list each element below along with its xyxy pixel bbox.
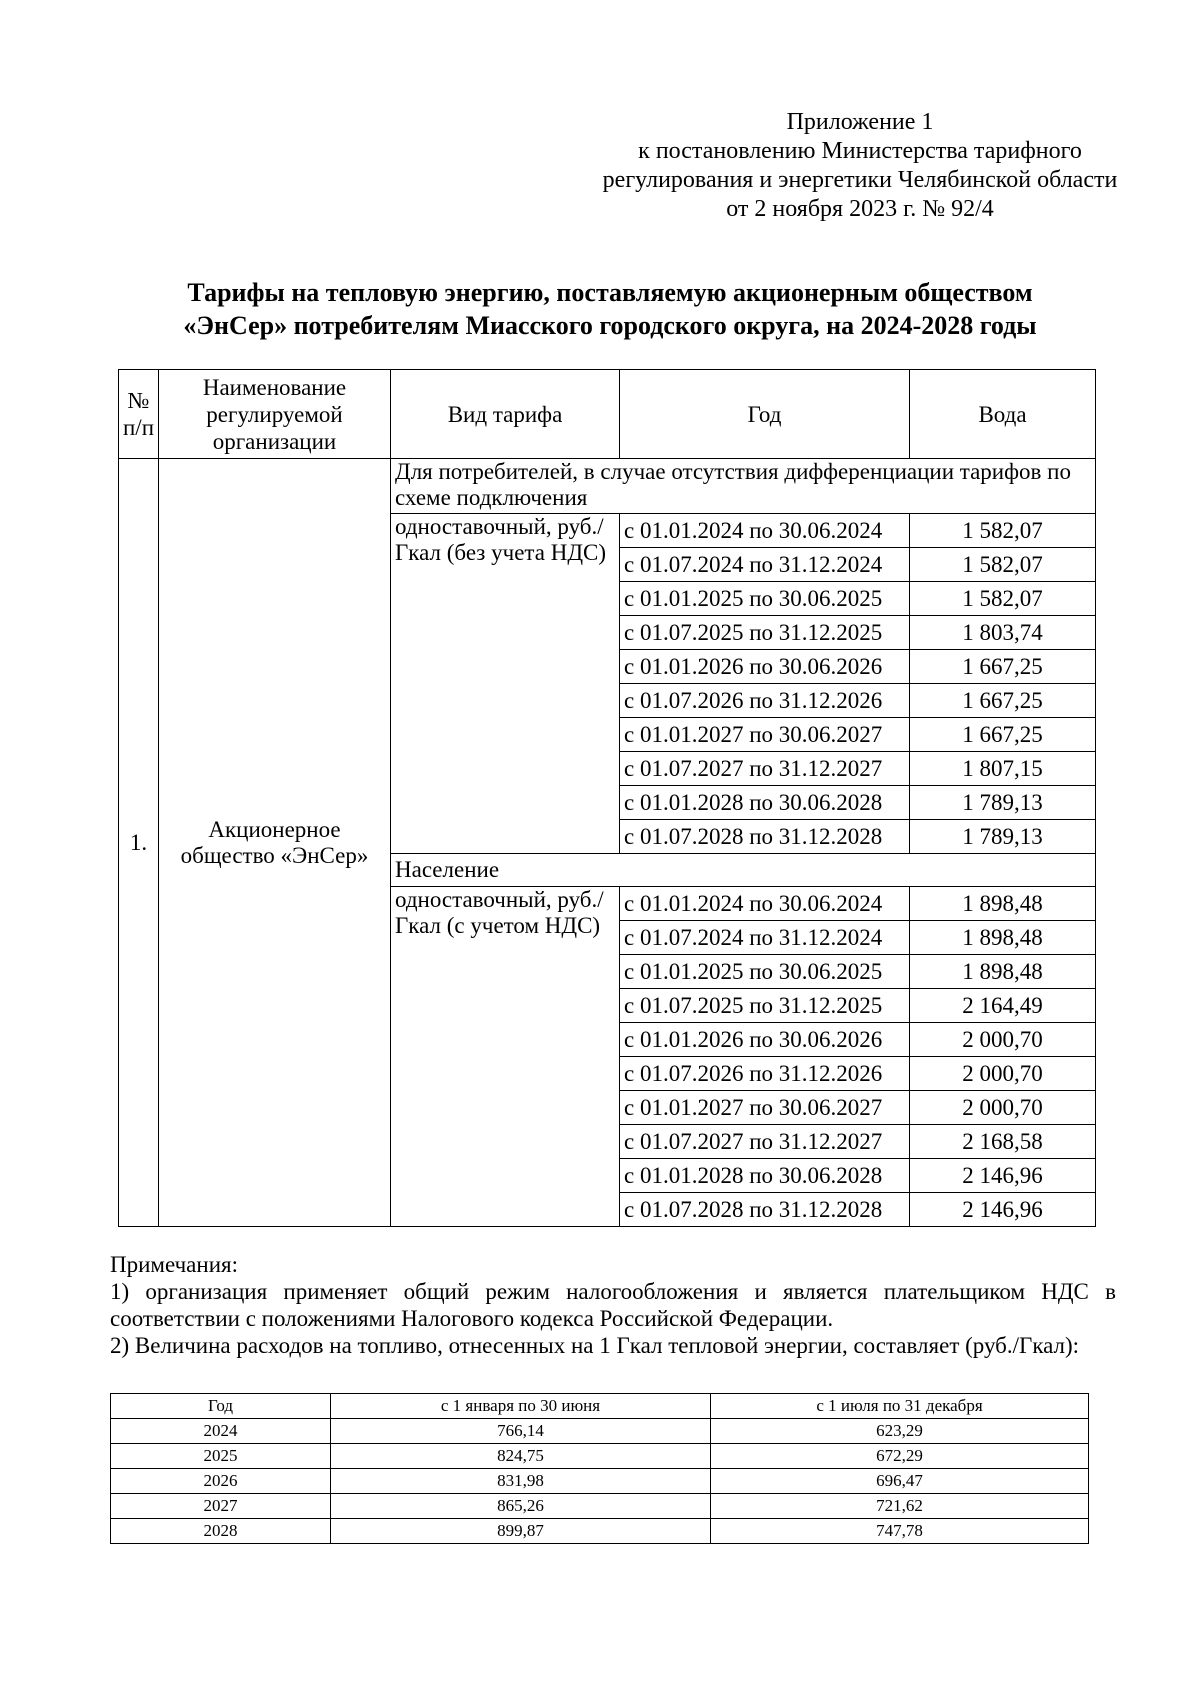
fuel-year-cell: 2025	[111, 1444, 331, 1469]
row-number: 1.	[119, 459, 159, 1227]
appendix-line: к постановлению Министерства тарифного	[638, 138, 1082, 164]
fuel-h2-cell: 672,29	[711, 1444, 1089, 1469]
period-cell: с 01.07.2028 по 31.12.2028	[620, 820, 910, 854]
group2-title: Население	[391, 854, 1096, 887]
fuel-h1-cell: 865,26	[331, 1494, 711, 1519]
value-cell: 1 898,48	[910, 887, 1096, 921]
tariff-table-header	[119, 370, 1096, 459]
value-cell: 2 000,70	[910, 1057, 1096, 1091]
group1-tariff-type: одноставочный, руб./Гкал (без учета НДС)	[391, 514, 620, 854]
value-cell: 1 898,48	[910, 921, 1096, 955]
fuel-table-header	[111, 1394, 1089, 1419]
value-cell: 1 582,07	[910, 582, 1096, 616]
value-cell: 1 667,25	[910, 718, 1096, 752]
header-year: Год	[620, 370, 910, 459]
value-cell: 2 146,96	[910, 1159, 1096, 1193]
fuel-h1-cell: 831,98	[331, 1469, 711, 1494]
fuel-year-cell: 2028	[111, 1519, 331, 1544]
notes-block	[110, 1251, 1116, 1359]
value-cell: 2 000,70	[910, 1023, 1096, 1057]
period-cell: с 01.01.2027 по 30.06.2027	[620, 718, 910, 752]
document-title	[110, 276, 1110, 342]
header-tariff-type: Вид тарифа	[391, 370, 620, 459]
value-cell: 1 582,07	[910, 514, 1096, 548]
table-row	[111, 1494, 1089, 1519]
period-cell: с 01.01.2025 по 30.06.2025	[620, 582, 910, 616]
value-cell: 1 667,25	[910, 650, 1096, 684]
appendix-line: регулирования и энергетики Челябинской области	[602, 167, 1118, 193]
period-cell: с 01.01.2028 по 30.06.2028	[620, 786, 910, 820]
fuel-h2-cell: 747,78	[711, 1519, 1089, 1544]
organization-name: Акционерное общество «ЭнСер»	[159, 459, 391, 1227]
fuel-h1-cell: 766,14	[331, 1419, 711, 1444]
fuel-year-cell: 2024	[111, 1419, 331, 1444]
table-row	[111, 1469, 1089, 1494]
note-2: 2) Величина расходов на топливо, отнесенных на 1 Гкал тепловой энергии, составляет (руб./Гкал):	[110, 1333, 1080, 1358]
value-cell: 1 789,13	[910, 786, 1096, 820]
header-num: № п/п	[119, 370, 159, 459]
period-cell: с 01.07.2027 по 31.12.2027	[620, 1125, 910, 1159]
appendix-line: Приложение 1	[786, 109, 934, 135]
fuel-h1-cell: 824,75	[331, 1444, 711, 1469]
period-cell: с 01.07.2025 по 31.12.2025	[620, 989, 910, 1023]
group2-tariff-type: одноставочный, руб./Гкал (с учетом НДС)	[391, 887, 620, 1227]
table-row	[111, 1444, 1089, 1469]
fuel-header-h1: с 1 января по 30 июня	[331, 1394, 711, 1419]
fuel-year-cell: 2026	[111, 1469, 331, 1494]
fuel-h2-cell: 696,47	[711, 1469, 1089, 1494]
appendix-line: от 2 ноября 2023 г. № 92/4	[726, 196, 994, 222]
value-cell: 2 146,96	[910, 1193, 1096, 1227]
period-cell: с 01.01.2028 по 30.06.2028	[620, 1159, 910, 1193]
period-cell: с 01.07.2024 по 31.12.2024	[620, 548, 910, 582]
fuel-header-year: Год	[111, 1394, 331, 1419]
fuel-cost-table	[110, 1393, 1089, 1544]
period-cell: с 01.07.2028 по 31.12.2028	[620, 1193, 910, 1227]
group1-title: Для потребителей, в случае отсутствия дифференциации тарифов по схеме подключения	[391, 459, 1096, 514]
note-1: 1) организация применяет общий режим налогообложения и является плательщиком НДС в соответствии с положениями Налогового кодекса Российской Федерации.	[110, 1279, 1116, 1331]
period-cell: с 01.07.2027 по 31.12.2027	[620, 752, 910, 786]
value-cell: 1 807,15	[910, 752, 1096, 786]
period-cell: с 01.07.2026 по 31.12.2026	[620, 1057, 910, 1091]
notes-heading: Примечания:	[110, 1252, 238, 1277]
fuel-h2-cell: 721,62	[711, 1494, 1089, 1519]
table-row	[111, 1519, 1089, 1544]
period-cell: с 01.01.2027 по 30.06.2027	[620, 1091, 910, 1125]
fuel-header-h2: с 1 июля по 31 декабря	[711, 1394, 1089, 1419]
title-line: «ЭнСер» потребителям Миасского городского округа, на 2024-2028 годы	[183, 311, 1037, 340]
period-cell: с 01.07.2026 по 31.12.2026	[620, 684, 910, 718]
value-cell: 1 582,07	[910, 548, 1096, 582]
fuel-h1-cell: 899,87	[331, 1519, 711, 1544]
appendix-block	[580, 108, 1140, 224]
period-cell: с 01.01.2024 по 30.06.2024	[620, 887, 910, 921]
period-cell: с 01.01.2024 по 30.06.2024	[620, 514, 910, 548]
period-cell: с 01.01.2026 по 30.06.2026	[620, 1023, 910, 1057]
value-cell: 1 898,48	[910, 955, 1096, 989]
fuel-year-cell: 2027	[111, 1494, 331, 1519]
header-water: Вода	[910, 370, 1096, 459]
tariff-table	[118, 369, 1096, 1227]
table-row	[111, 1419, 1089, 1444]
period-cell: с 01.07.2024 по 31.12.2024	[620, 921, 910, 955]
period-cell: с 01.01.2025 по 30.06.2025	[620, 955, 910, 989]
title-line: Тарифы на тепловую энергию, поставляемую акционерным обществом	[187, 278, 1033, 307]
header-org: Наименование регулируемой организации	[159, 370, 391, 459]
value-cell: 1 803,74	[910, 616, 1096, 650]
group1-title-row	[119, 459, 1096, 514]
period-cell: с 01.07.2025 по 31.12.2025	[620, 616, 910, 650]
value-cell: 2 164,49	[910, 989, 1096, 1023]
value-cell: 1 667,25	[910, 684, 1096, 718]
value-cell: 1 789,13	[910, 820, 1096, 854]
period-cell: с 01.01.2026 по 30.06.2026	[620, 650, 910, 684]
fuel-h2-cell: 623,29	[711, 1419, 1089, 1444]
value-cell: 2 000,70	[910, 1091, 1096, 1125]
value-cell: 2 168,58	[910, 1125, 1096, 1159]
